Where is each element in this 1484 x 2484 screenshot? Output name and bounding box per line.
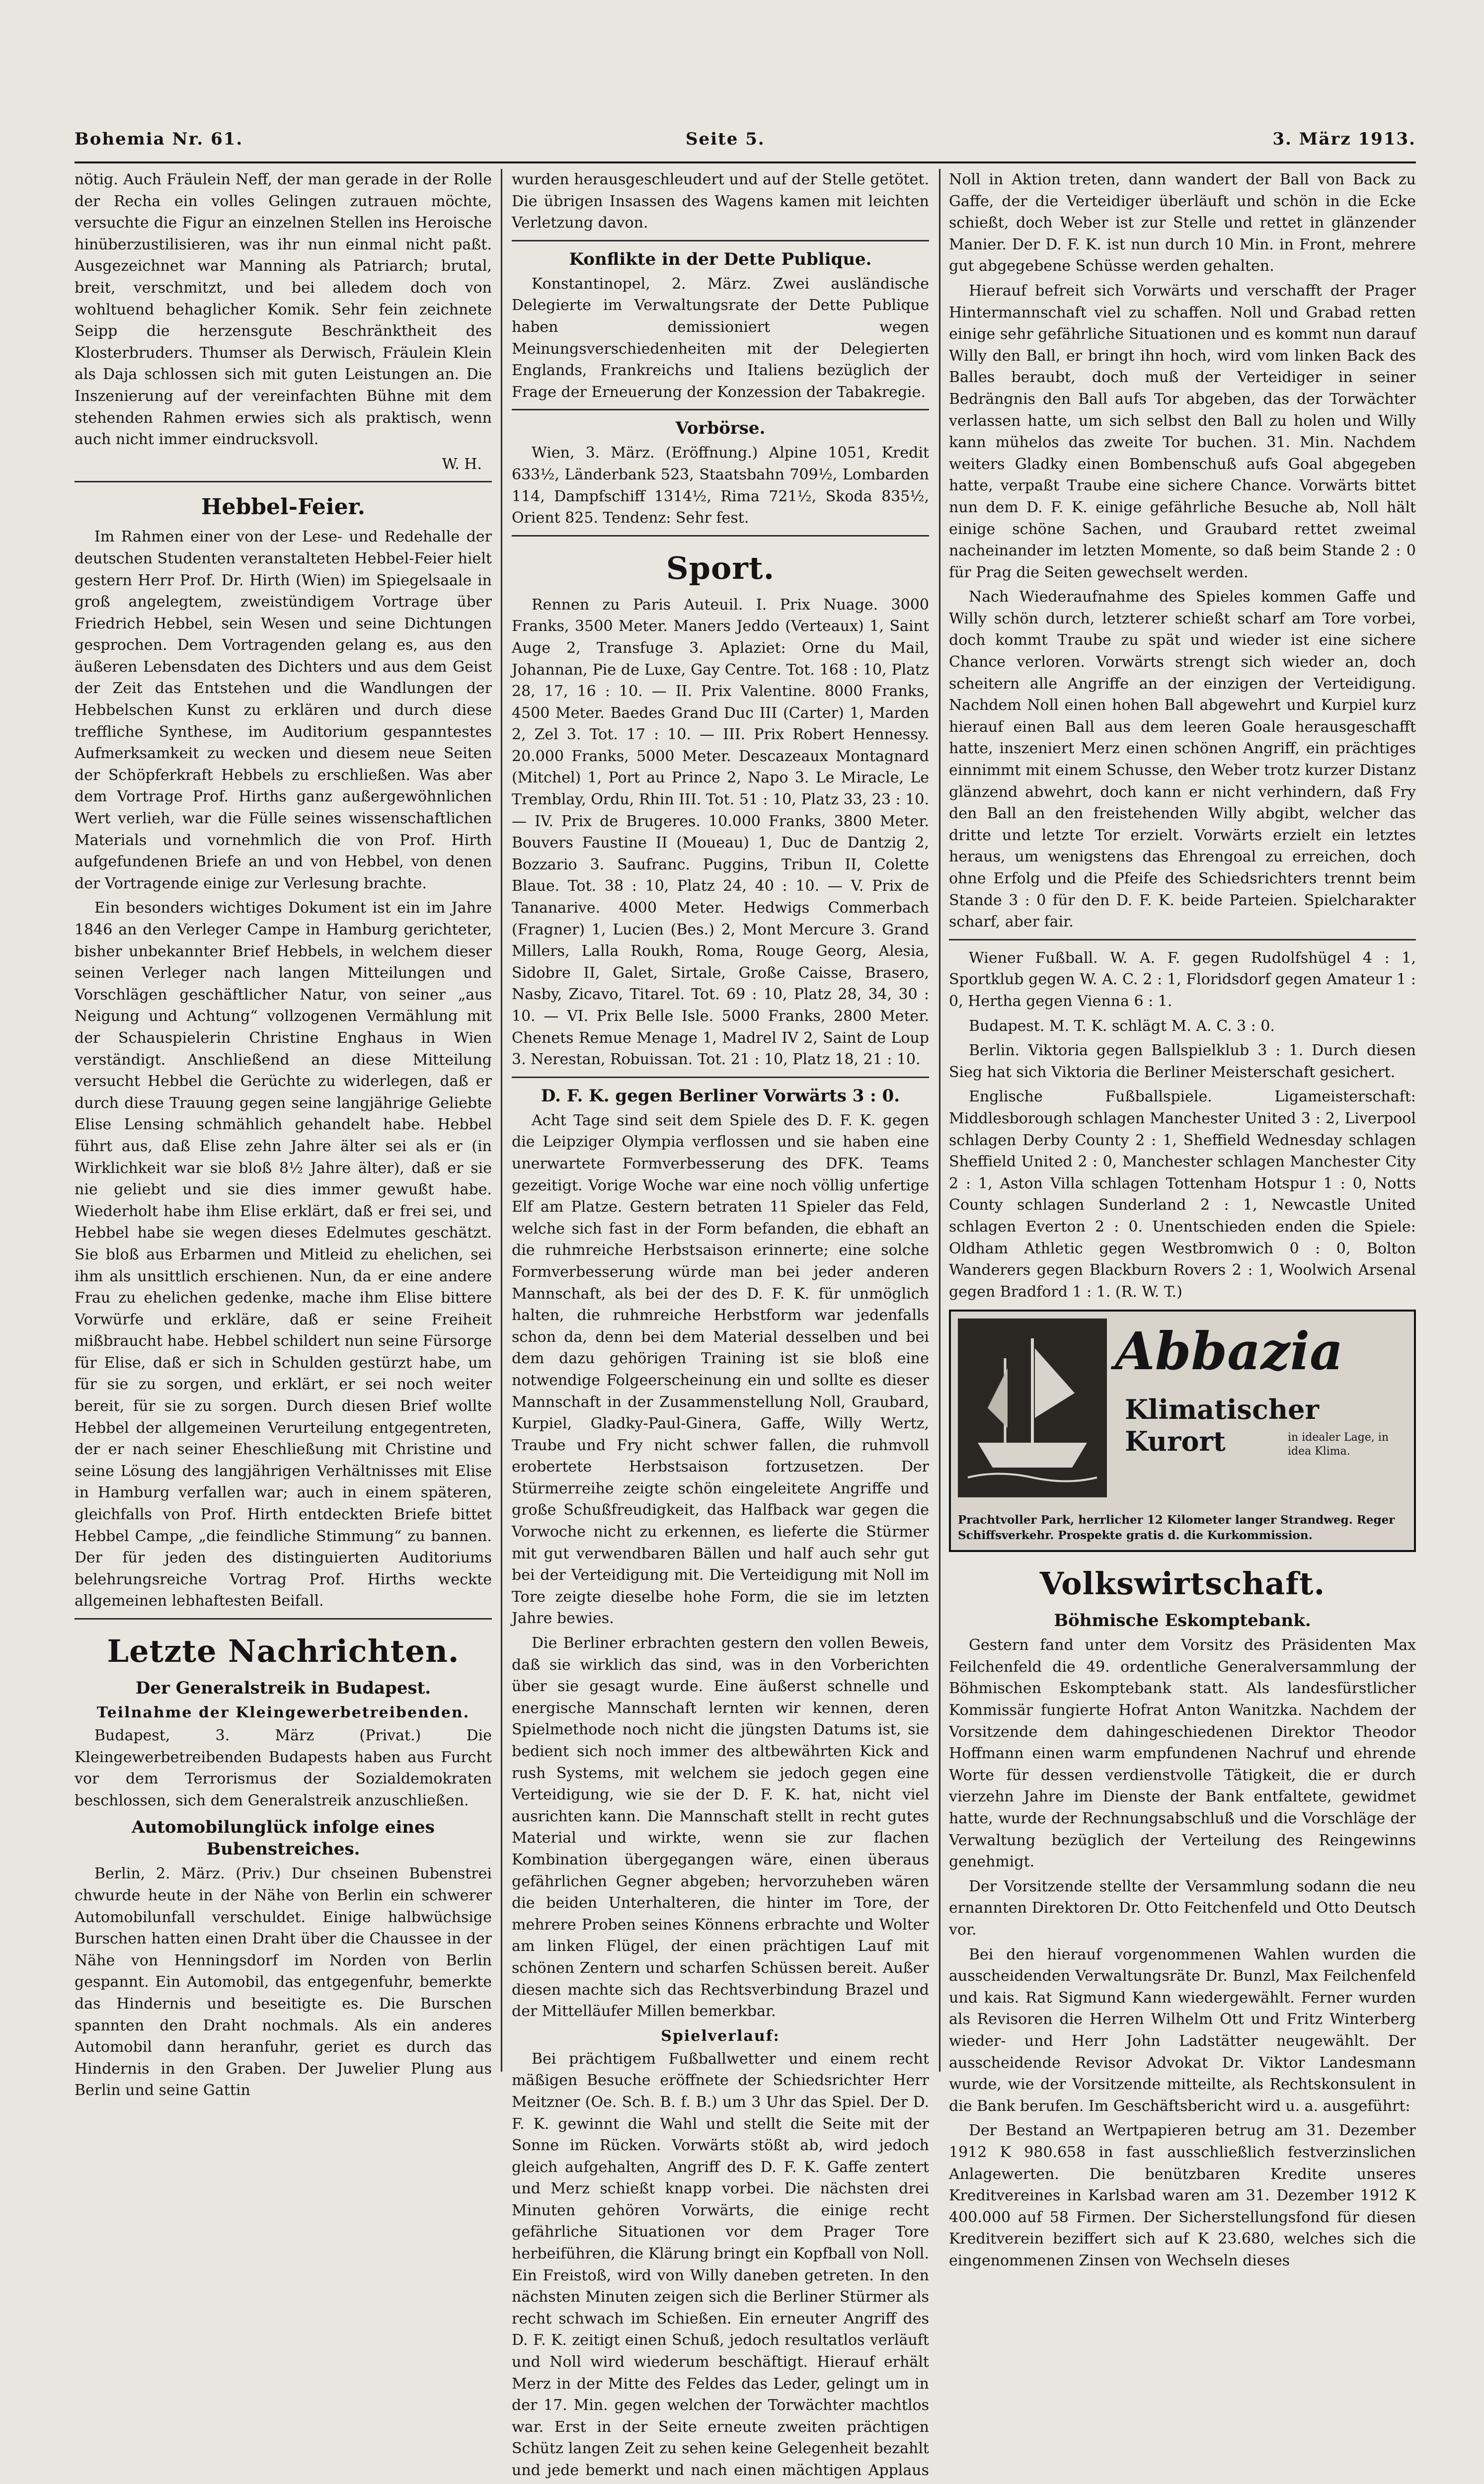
page-number: Seite 5.: [686, 129, 765, 149]
article-text: Bei den hierauf vorgenommenen Wahlen wurden die ausscheidenden Verwaltungsräte Dr. Bunzl, Max Feilchenfeld und kais. Rat Sigmund Kann wiedergewählt. Ferner wurden als Revisoren die Herren Wilhelm Ott und Fritz Winterberg wieder- und Herr John Ladstätter neugewählt. Der ausscheidende Revisor Advokat Dr. Viktor Landesmann wurde, wie der Vorsitzende mitteilte, als Rechtskonsulent in die Bank berufen. Im Geschäftsbericht wird u. a. ausgeführt:: [949, 1945, 1416, 2115]
column-divider: [939, 169, 940, 2072]
article-text: Der Vorsitzende stellte der Versammlung sodann die neu ernannten Direktoren Dr. Otto Feitchenfeld und Otto Deutsch vor.: [949, 1877, 1416, 1939]
article-text: Im Rahmen einer von der Lese- und Redehalle der deutschen Studenten veranstalteten Hebbel-Feier hielt gestern Herr Prof. Dr. Hirth (Wien) im Spiegelsaale in groß angelegtem, zweistündigem Vortrage über Friedrich Hebbel, sein Wesen und seine Dichtungen gesprochen. Dem Vortragenden gelang es, aus den äußeren Lebensdaten des Dichters und aus dem Geist der Zeit das Entstehen und die Wandlungen der Hebbelschen Kunst zu erklären und durch diese treffliche Synthese, im Auditorium gespanntestes Aufmerksamkeit zu wecken und diesem neue Seiten der Schöpferkraft Hebbels zu erschließen. Was aber dem Vortrage Prof. Hirths ganz außergewöhnlichen Wert verlieh, war die Fülle seines wissenschaftlichen Materials und vornehmlich die von Prof. Hirth aufgefundenen Briefe an und von Hebbel, von denen der Vortragende einige zur Verlesung brachte.: [75, 528, 492, 892]
headline-auto-accident: Automobilunglück infolge eines Bubenstreiches.: [132, 1817, 435, 1860]
headline-economy: Volkswirtschaft.: [1039, 1565, 1326, 1602]
article-text: Nach Wiederaufnahme des Spieles kommen Gaffe und Willy schön durch, letzterer schießt scharf am Tore vorbei, doch kommt Traube zu spät und wieder ist eine sichere Chance verloren. Vorwärts strengt sich wieder an, doch scheitern alle Angriffe an der einzigen der Verteidigung. Nachdem Noll einen hohen Ball abgewehrt und Kurpiel kurz hierauf einen Ball aus dem leeren Goale herausgeschafft hatte, inszeniert Merz einen schönen Angriff, ein prächtiges einnimmt mit einem Schusse, den Weber trotz kurzer Distanz glänzend abwehrt, doch kann er nicht verhindern, daß Fry den Ball an den freistehenden Willy abgibt, welcher das dritte und letzte Tor erzielt. Vorwärts erzielt ein letztes heraus, um wenigstens das Ehrengoal zu erreichen, doch ohne Erfolg und die Pfeife des Schiedsrichters trennt beim Stande 3 : 0 für den D. F. K. beide Parteien. Spielcharakter scharf, aber fair.: [949, 588, 1416, 931]
article-text: Die Berliner erbrachten gestern den vollen Beweis, daß sie wirklich das sind, was in den Vorberichten über sie gesagt wurde. Eine äußerst schnelle und energische Mannschaft lernten wir kennen, deren Spielmethode noch nicht die jüngsten Datums ist, sie bedient sich noch immer des altbewährten Kick and rush Systems, mit welchem sie jedoch gegen eine Verteidigung, wie sie der D. F. K. hat, nicht viel ausrichten kann. Die Mannschaft stellt in recht gutes Material und wirkte, wenn sie zur flachen Kombination übergegangen wäre, einen überaus gefährlichen Gegner abgeben; hervorzuheben wären die beiden Unterhalteren, die hinter im Tore, der mehrere Proben seines Könnens erbrachte und Wolter am linken Flügel, der einen prächtigen Lauf mit schönen Zentern und scharfen Schüssen bereit. Außer diesen machte sich das Rechtsverbindung Brazel und der Mittelläufer Millen bemerkbar.: [512, 1634, 929, 2020]
sport-results-berlin: Berlin. Viktoria gegen Ballspielklub 3 : 1. Durch diesen Sieg hat sich Viktoria die Berliner Meisterschaft gesichert.: [949, 1042, 1416, 1081]
newspaper-page: [75, 114, 1416, 2479]
section-rule: [949, 939, 1416, 940]
headline-hebbel: Hebbel-Feier.: [201, 494, 366, 520]
ad-small-text: in idealer Lage, in idea Klima.: [1288, 1431, 1389, 1458]
article-text: Rennen zu Paris Auteuil. I. Prix Nuage. 3000 Franks, 3500 Meter. Maners Jeddo (Verteaux) 1, Saint Auge 2, Transfuge 3. Aplaziet: Orne du Mail, Johannan, Pie de Luxe, Gay Centre. Tot. 168 : 10, Platz 28, 17, 16 : 10. — II. Prix Valentine. 8000 Franks, 4500 Meter. Baedes Grand Duc III (Carter) 1, Marden 2, Zel 3. Tot. 17 : 10. — III. Prix Robert Hennessy. 20.000 Franks, 5000 Meter. Descazeaux Montagnard (Mitchel) 1, Port au Prince 2, Napo 3. Le Miracle, Le Tremblay, Ordu, Rhin III. Tot. 51 : 10, Platz 33, 23 : 10. — IV. Prix de Brugeres. 10.000 Franks, 3800 Meter. Bouvers Faustine II (Moueau) 1, Duc de Dantzig 2, Bozzario 3. Saufranc. Puggins, Tribun II, Colette Blaue. Tot. 38 : 10, Platz 24, 40 : 10. — V. Prix de Tananarive. 4000 Meter. Hedwigs Commerbach (Fragner) 1, Lucien (Bes.) 2, Mont Mercure 3. Grand Millers, Lalla Roukh, Roma, Rouge Georg, Alesia, Sidobre II, Galet, Sirtale, Große Caisse, Brasero, Nasby, Zicavo, Titarel. Tot. 69 : 10, Platz 28, 34, 30 : 10. — VI. Prix Belle Isle. 5000 Franks, 2800 Meter. Chenets Remue Menage 1, Madrel IV 2, Saint de Loup 3. Nerestan, Robuissan. Tot. 21 : 10, Platz 18, 21 : 10.: [512, 596, 929, 1069]
column-divider: [501, 169, 502, 2072]
ad-footer: Prachtvoller Park, herrlicher 12 Kilometer langer Strandweg. Reger Schiffsverkehr. Prospekte gratis d. die Kurkommission.: [958, 1513, 1395, 1543]
ad-title: Abbazia: [1115, 1320, 1343, 1382]
column-1: [75, 169, 492, 2099]
article-text: Ein besonders wichtiges Dokument ist ein im Jahre 1846 an den Verleger Campe in Hamburg gerichteter, bisher unbekannter Brief Hebbels, in welchem dieser seinen Verleger nach langen Mitteilungen und Vorschlägen geschäftlicher Natur, von seiner „aus Neigung und Achtung“ vollzogenen Vermählung mit der Schauspielerin Christine Enghaus in Wien verständigt. Anschließend an diese Mitteilung versucht Hebbel die Gerüchte zu widerlegen, daß er durch diese Trauung gegen seine langjährige Geliebte Elise Lensing schmählich gehandelt habe. Hebbel führt aus, daß Elise zehn Jahre älter sei als er (in Wirklichkeit war sie bloß 8½ Jahre älter), daß er sie nie geliebt und sie dies immer gewußt habe. Wiederholt habe ihm Elise erklärt, daß er frei sei, und Hebbel habe sie wegen dieses Edelmutes geschätzt. Sie bloß aus Erbarmen und Mitleid zu ehelichen, sei ihm als unsittlich erschienen. Nun, da er eine andere Frau zu ehelichen gedenke, mache ihm Elise bittere Vorwürfe und erkläre, daß er seine Freiheit mißbraucht habe. Hebbel schildert nun seine Fürsorge für Elise, daß er sich in Schulden gestürzt habe, um für sie zu sorgen, und erklärt, er sei noch weiter bereit, für sie zu sorgen. Durch diesen Brief wollte Hebbel der allgemeinen Verurteilung entgegentreten, der er nach seiner Eheschließung mit Christine und seine Lösung des langjährigen Verhältnisses mit Elise in Hamburg verfallen war; auch in einem späteren, gleichfalls von Prof. Hirth entdeckten Briefe bittet Hebbel Campe, „die feindliche Stimmung“ zu bannen. Der für jeden des distinguierten Auditoriums belehrungsreiche Vortrag Prof. Hirths weckte allgemeinen lebhaftesten Beifall.: [75, 899, 492, 1610]
section-rule: [512, 535, 929, 537]
sport-results-budapest: Budapest. M. T. K. schlägt M. A. C. 3 : 0.: [969, 1017, 1275, 1035]
headline-pre-exchange: Vorbörse.: [675, 418, 766, 439]
column-2: [512, 169, 929, 2479]
article-text: Noll in Aktion treten, dann wandert der Ball von Back zu Gaffe, der die Verteidiger überläuft und schön in die Ecke schießt, doch Weber ist zur Stelle und rettet in glänzender Manier. Der D. F. K. ist nun durch 10 Min. in Front, mehrere gut abgegebene Schüsse werden gehalten.: [949, 171, 1416, 275]
article-text: nötig. Auch Fräulein Neff, der man gerade in der Rolle der Recha ein volles Gelingen zutrauen möchte, versuchte die Figur an einzelnen Stellen ins Heroische hinüberzustilisieren, was ihr nun einmal nicht paßt. Ausgezeichnet war Manning als Patriarch; brutal, breit, verschmitzt, und bei alledem doch von wohltuend behaglicher Komik. Sehr fein zeichnete Seipp die herzensgute Beschränktheit des Klosterbruders. Thumser als Derwisch, Fräulein Klein als Daja schlossen sich mit guten Leistungen an. Die Inszenierung auf der vereinfachten Bühne mit dem stehenden Rahmen erwies sich als praktisch, wenn auch nicht immer eindrucksvoll.: [75, 171, 492, 449]
advertisement-abbazia: [949, 1310, 1416, 1552]
article-text: Acht Tage sind seit dem Spiele des D. F. K. gegen die Leipziger Olympia verflossen und sie haben eine unerwartete Formverbesserung des DFK. Teams gezeitigt. Vorige Woche war eine noch völlig unfertige Elf am Platze. Gestern betraten 11 Spieler das Feld, welche sich fast in der Form befanden, die ebhaft an die ruhmreiche Herbstsaison erinnerte; eine solche Formverbesserung würde man bei jeder anderen Mannschaft, als bei der des D. F. K. für unmöglich halten, die ruhmreiche Herbstform war jedenfalls schon da, denn bei dem Material desselben und bei dem dazu gehörigen Training ist sie bloß eine notwendige Folgeerscheinung ein und sollte es dieser Mannschaft in der Zusammenstellung Noll, Graubard, Kurpiel, Gladky-Paul-Ginera, Gaffe, Willy Wertz, Traube und Fry nicht schwer fallen, die ruhmvoll erobertete Herbstsaison fortzusetzen. Der Stürmerreihe zeigte schön eingeleitete Angriffe und große Schußfreudigkeit, das Halfback war gegen die Vorwoche nicht zu erkennen, es lieferte die Stürmer mit gut verwendbaren Bällen und half auch sehr gut bei der Verteidigung mit. Die Verteidigung mit Noll im Tore zeigte dieselbe hohe Form, die sie im letzten Jahre bewies.: [512, 1111, 929, 1628]
headline-latest-news: Letzte Nachrichten.: [107, 1633, 460, 1669]
ad-subtitle: Klimatischer Kurort: [1125, 1394, 1319, 1458]
article-text: Gestern fand unter dem Vorsitz des Präsidenten Max Feilchenfeld die 49. ordentliche Generalversammlung der Böhmischen Eskomptebank statt. Als landesfürstlicher Kommissär fungierte Hofrat Anton Wanitzka. Nachdem der Vorsitzende dem dahingeschiedenen Direktor Theodor Hoffmann einen warm empfundenen Nachruf und ehrende Worte für dessen verdienstvolle Tätigkeit, die er durch vierzehn Jahre im Dienste der Bank entfaltete, gewidmet hatte, wurde der Rechnungsabschluß und die Vorschläge der Verwaltung bezüglich der Verteilung des Reingewinns genehmigt.: [949, 1636, 1416, 1871]
section-rule: [512, 240, 929, 241]
sport-results-vienna: Wiener Fußball. W. A. F. gegen Rudolfshügel 4 : 1, Sportklub gegen W. A. C. 2 : 1, Floridsdorf gegen Amateur 1 : 0, Hertha gegen Vienna 6 : 1.: [949, 949, 1416, 1010]
section-rule: [75, 1618, 492, 1620]
ship-illustration: [958, 1319, 1107, 1497]
headline-bank: Böhmische Eskomptebank.: [1054, 1611, 1311, 1631]
article-text: Der Bestand an Wertpapieren betrug am 31. Dezember 1912 K 980.658 in fast ausschließlich festverzinslichen Anlagewerten. Die benützbaren Kredite unseres Kreditvereines in Karlsbad waren am 31. Dezember 1912 K 400.000 auf 58 Firmen. Der Sicherstellungsfond für diesen Kreditverein beziffert sich auf K 23.680, welches sich die eingenommenen Zinsen von Wechseln dieses: [949, 2122, 1416, 2269]
issue-date: 3. März 1913.: [1272, 129, 1416, 149]
section-rule: [512, 1077, 929, 1078]
sailing-ship-icon: [958, 1319, 1107, 1497]
article-text: Wien, 3. März. (Eröffnung.) Alpine 1051, Kredit 633½, Länderbank 523, Staatsbahn 709½, Lombarden 114, Dampfschiff 1314½, Rima 721½, Skoda 835½, Orient 825. Tendenz: Sehr fest.: [512, 444, 929, 527]
article-text: wurden herausgeschleudert und auf der Stelle getötet. Die übrigen Insassen des Wagens kamen mit leichten Verletzung davon.: [512, 171, 929, 232]
article-signature: W. H.: [442, 455, 482, 473]
subheadline-strike: Teilnahme der Kleingewerbetreibenden.: [96, 1704, 470, 1721]
header-rule: [75, 161, 1416, 163]
section-rule: [512, 409, 929, 410]
section-rule: [75, 481, 492, 482]
headline-dette-publique: Konflikte in der Dette Publique.: [569, 249, 872, 269]
sport-results-england: Englische Fußballspiele. Ligameisterschaft: Middlesborough schlagen Manchester United 3 : 2, Liverpool schlagen Derby County 2 : 1, Sheffield Wednesday schlagen Sheffield United 2 : 0, Manchester schlagen Manchester City 2 : 1, Aston Villa schlagen Tottenham Hotspur 1 : 0, Notts County schlagen Sunderland 2 : 1, Newcastle United schlagen Everton 2 : 0. Unentschieden enden die Spiele: Oldham Athletic gegen Westbromwich 0 : 0, Bolton Wanderers gegen Blackburn Rovers 2 : 1, Woolwich Arsenal gegen Bradford 1 : 1. (R. W. T.): [949, 1088, 1416, 1301]
headline-sport: Sport.: [666, 549, 775, 586]
article-text: Bei prächtigem Fußballwetter und einem recht mäßigen Besuche eröffnete der Schiedsrichter Herr Meitzner (Oe. Sch. B. f. B.) um 3 Uhr das Spiel. Der D. F. K. gewinnt die Wahl und stellt die Seite mit der Sonne im Rücken. Vorwärts stößt ab, wird jedoch gleich aufgehalten, Angriff des D. F. K. Gaffe zentert und Merz schießt knapp vorbei. Die nächsten drei Minuten gehören Vorwärts, die einige recht gefährliche Situationen vor dem Prager Tore herbeiführen, die Klärung bringt ein Kopfball von Noll. Ein Freistoß, wird von Willy daneben getreten. In den nächsten Minuten zeigen sich die Berliner Stürmer als recht schwach im Schießen. Ein erneuter Angriff des D. F. K. zeitigt einen Schuß, jedoch resultatlos verläuft und Noll wird wiederum beschäftigt. Hierauf erhält Merz in der Mitte des Feldes das Leder, gelingt um in der 17. Min. gegen welchen der Torwächter machtlos war. Erst in der Seite erneute zweiten prächtigen Schütz langen Zeit zu sehen keine Gelegenheit bezahlt und jede bemerkt und nach einen mächtigen Applaus: [512, 2050, 929, 2479]
article-text: Budapest, 3. März (Privat.) Die Kleingewerbetreibenden Budapests haben aus Furcht vor dem Terrorismus der Sozialdemokraten beschlossen, sich dem Generalstreik anzuschließen.: [75, 1727, 492, 1809]
headline-football-match: D. F. K. gegen Berliner Vorwärts 3 : 0.: [541, 1086, 900, 1106]
masthead-issue: Bohemia Nr. 61.: [75, 129, 243, 149]
page-header: [75, 129, 1416, 159]
headline-general-strike: Der Generalstreik in Budapest.: [135, 1678, 431, 1698]
article-text: Konstantinopel, 2. März. Zwei ausländische Delegierte im Verwaltungsrate der Dette Publique haben demissioniert wegen Meinungsverschiedenheiten mit der Delegierten Englands, Frankreichs und Italiens bezüglich der Frage der Erneuerung der Konzession der Tabakregie.: [512, 275, 929, 401]
article-text: Berlin, 2. März. (Priv.) Dur chseinen Bubenstrei chwurde heute in der Nähe von Berlin ein schwerer Automobilunfall verschuldet. Einige halbwüchsige Burschen hatten einen Draht über die Chaussee in der Nähe von Henningsdorf im Norden von Berlin gespannt. Ein Automobil, das entgegenfuhr, bemerkte das Hindernis und beseitigte es. Die Burschen spannten den Draht nochmals. Als ein anderes Automobil dann heranfuhr, geriet es durch das Hindernis in den Graben. Der Juwelier Plung aus Berlin und seine Gattin: [75, 1865, 492, 2099]
article-text: Hierauf befreit sich Vorwärts und verschafft der Prager Hintermannschaft viel zu schaffen. Noll und Grabad retten einige sehr gefährliche Situationen und es kommt nun darauf Willy den Ball, er bringt ihn hoch, wird vom linken Back des Balles beraubt, doch muß der Verteidiger in seiner Bedrängnis den Ball aufs Tor abgeben, das der Torwächter verlassen hatte, um sich selbst den Ball zu holen und Willy kann mühelos das zweite Tor buchen. 31. Min. Nachdem weiters Gladky einen Bombenschuß aufs Goal abgegeben hatte, verpaßt Traube eine sichere Chance. Vorwärts bittet nun dem D. F. K. einige gefährliche Besuche ab, Noll hält einige schöne Sachen, und Graubard rettet zweimal nacheinander im letzten Momente, so daß beim Stande 2 : 0 für Prag die Seiten gewechselt werden.: [949, 282, 1416, 581]
column-3: [949, 169, 1416, 2269]
subheadline-match-course: Spielverlauf:: [661, 2027, 780, 2045]
